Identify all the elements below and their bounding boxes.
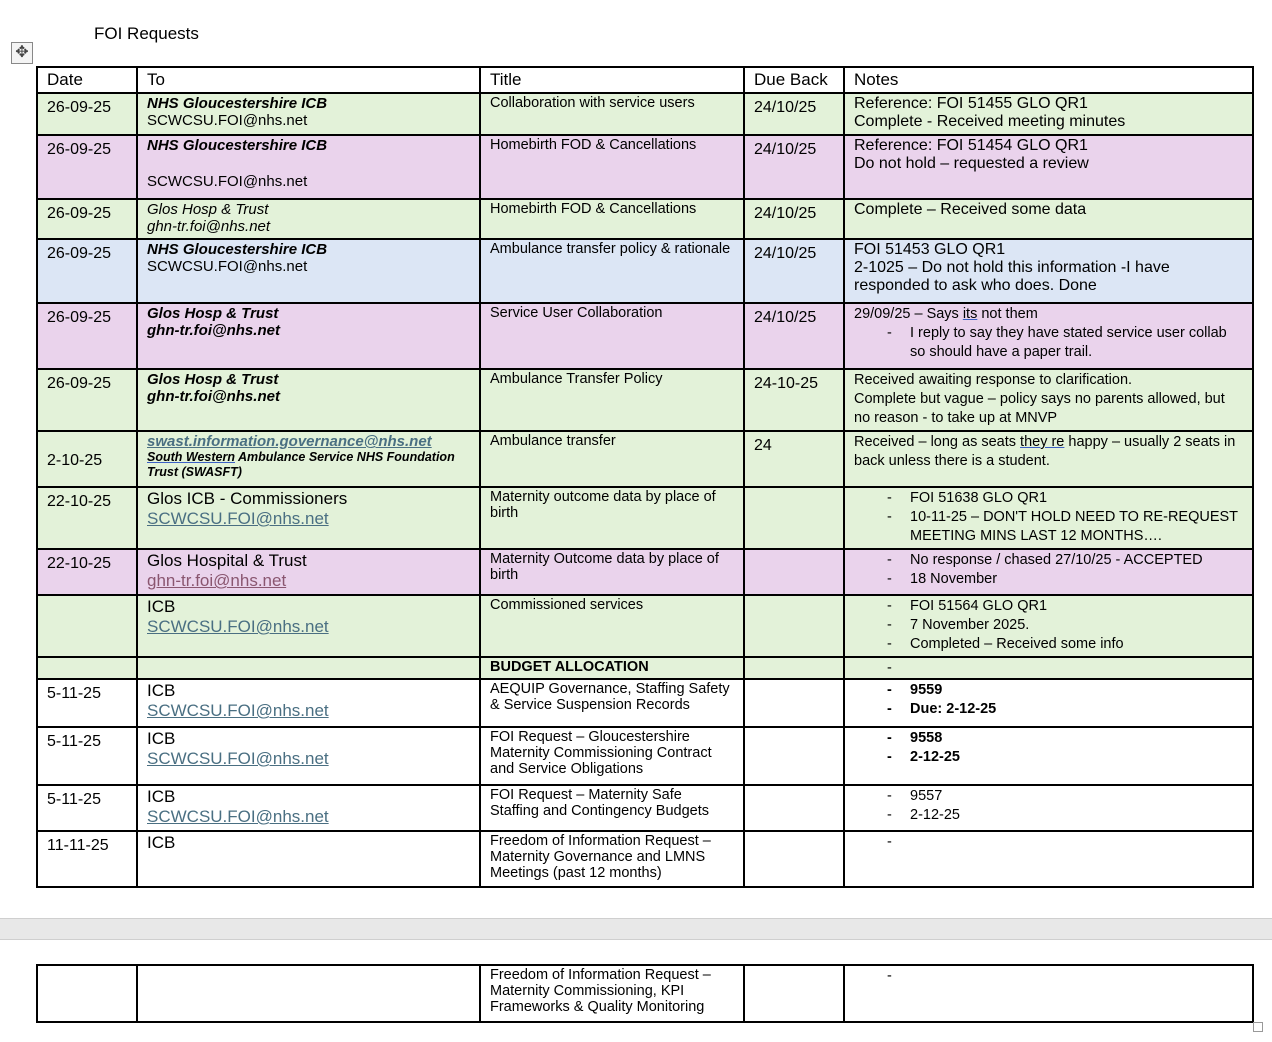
recipient-organisation: South Western Ambulance Service NHS Foundation Trust (SWASFT) (147, 450, 455, 479)
to-cell[interactable] (137, 369, 480, 431)
title-cell[interactable]: Homebirth FOD & Cancellations (480, 199, 744, 239)
table-row (37, 303, 1253, 369)
list-item: - 9558 (854, 729, 1243, 748)
date-cell[interactable]: 26-09-25 (37, 239, 137, 303)
title-cell[interactable]: Maternity outcome data by place of birth (480, 487, 744, 549)
note-line: Reference: FOI 51454 GLO QR1 (854, 137, 1088, 154)
date-cell[interactable]: 11-11-25 (37, 831, 137, 887)
due-back-cell[interactable]: 24/10/25 (744, 199, 844, 239)
recipient-email-link[interactable]: SCWCSU.FOI@nhs.net (147, 509, 329, 528)
recipient-email: ghn-tr.foi@nhs.net (147, 388, 280, 405)
recipient-email: SCWCSU.FOI@nhs.net (147, 112, 308, 129)
recipient-email-link[interactable]: SCWCSU.FOI@nhs.net (147, 617, 329, 636)
date-cell[interactable] (37, 965, 137, 1022)
recipient-name: Glos Hosp & Trust (147, 201, 269, 218)
table-row (37, 965, 1253, 1022)
to-cell[interactable] (137, 785, 480, 831)
to-cell[interactable] (137, 595, 480, 657)
due-back-cell[interactable]: 24/10/25 (744, 239, 844, 303)
recipient-name: Glos Hosp & Trust (147, 371, 279, 388)
list-item: - 9557 (854, 787, 1243, 806)
table-row (37, 727, 1253, 785)
note-line: Received awaiting response to clarification. (854, 372, 1133, 388)
recipient-email: ghn-tr.foi@nhs.net (147, 218, 271, 235)
note-line: Complete but vague – policy says no parents allowed, but no reason - to take up at MNVP (854, 391, 1225, 426)
due-back-cell[interactable]: 24/10/25 (744, 93, 844, 135)
due-back-cell[interactable] (744, 727, 844, 785)
notes-cell[interactable] (844, 93, 1253, 135)
notes-bullet-list (854, 787, 1243, 825)
title-cell[interactable]: Ambulance transfer policy & rationale (480, 239, 744, 303)
document-title: FOI Requests (94, 24, 199, 43)
due-back-cell[interactable]: 24/10/25 (744, 135, 844, 199)
date-cell[interactable]: 5-11-25 (37, 785, 137, 831)
notes-cell[interactable] (844, 657, 1253, 679)
title-cell[interactable]: Freedom of Information Request – Maternity Governance and LMNS Meetings (past 12 months) (480, 831, 744, 887)
due-back-cell[interactable] (744, 679, 844, 727)
note-line: FOI 51453 GLO QR1 (854, 241, 1006, 258)
header-notes: Notes (844, 67, 1253, 93)
table-move-handle-icon[interactable]: ✥ (11, 42, 33, 64)
due-back-cell[interactable] (744, 595, 844, 657)
due-back-cell[interactable] (744, 487, 844, 549)
list-item: - No response / chased 27/10/25 - ACCEPTED (854, 551, 1243, 570)
recipient-name: Glos Hosp & Trust (147, 305, 279, 322)
recipient-name: ICB (147, 597, 176, 616)
date-cell[interactable] (37, 657, 137, 679)
notes-cell[interactable] (844, 199, 1253, 239)
notes-bullet-list (854, 597, 1243, 654)
recipient-name: ICB (147, 833, 176, 852)
recipient-name: NHS Gloucestershire ICB (147, 137, 328, 154)
recipient-name: Glos ICB - Commissioners (147, 489, 348, 508)
to-cell[interactable] (137, 199, 480, 239)
notes-bullet-list (854, 729, 1243, 767)
due-back-cell[interactable] (744, 965, 844, 1022)
table-row (37, 595, 1253, 657)
notes-cell[interactable] (844, 595, 1253, 657)
table-row (37, 657, 1253, 679)
title-cell[interactable]: Service User Collaboration (480, 303, 744, 369)
table-row (37, 135, 1253, 199)
recipient-name: NHS Gloucestershire ICB (147, 95, 328, 112)
note-line: Received – long as seats they re happy – usually 2 seats in back unless there is a student. (854, 434, 1236, 469)
table-row (37, 487, 1253, 549)
note-line: Do not hold – requested a review (854, 155, 1089, 172)
recipient-name: Glos Hospital & Trust (147, 551, 307, 570)
notes-bullet-list (854, 551, 1243, 589)
notes-cell[interactable] (844, 831, 1253, 887)
recipient-email: ghn-tr.foi@nhs.net (147, 322, 280, 339)
date-cell[interactable]: 5-11-25 (37, 727, 137, 785)
recipient-name: ICB (147, 787, 176, 806)
header-date: Date (37, 67, 137, 93)
notes-cell[interactable] (844, 785, 1253, 831)
notes-cell[interactable] (844, 679, 1253, 727)
to-cell[interactable] (137, 135, 480, 199)
note-line: 2-1025 – Do not hold this information -I have responded to ask who does. Done (854, 259, 1170, 294)
notes-bullet-list (854, 489, 1243, 546)
list-item: - 10-11-25 – DON'T HOLD NEED TO RE-REQUEST MEETING MINS LAST 12 MONTHS…. (854, 508, 1243, 546)
list-item: - 2-12-25 (854, 748, 1243, 767)
table-row (37, 549, 1253, 595)
list-item: - FOI 51564 GLO QR1 (854, 597, 1243, 616)
date-cell[interactable]: 5-11-25 (37, 679, 137, 727)
table-row (37, 239, 1253, 303)
date-cell[interactable]: 26-09-25 (37, 303, 137, 369)
to-cell[interactable] (137, 93, 480, 135)
list-item: - Due: 2-12-25 (854, 700, 1243, 719)
title-cell[interactable]: Commissioned services (480, 595, 744, 657)
table-row (37, 431, 1253, 487)
to-cell[interactable] (137, 549, 480, 595)
notes-cell[interactable] (844, 239, 1253, 303)
notes-bullet-list (854, 681, 1243, 719)
date-cell[interactable] (37, 595, 137, 657)
note-line: Complete - Received meeting minutes (854, 113, 1126, 130)
table-resize-handle-icon[interactable] (1253, 1022, 1263, 1032)
title-cell[interactable]: Ambulance transfer (480, 431, 744, 487)
table-row (37, 93, 1253, 135)
due-back-cell[interactable] (744, 657, 844, 679)
notes-cell[interactable] (844, 965, 1253, 1022)
to-cell[interactable] (137, 303, 480, 369)
title-cell[interactable]: Freedom of Information Request – Maternity Commissioning, KPI Frameworks & Quality Monitoring (480, 965, 744, 1022)
list-item: - 9559 (854, 681, 1243, 700)
list-item: - 2-12-25 (854, 806, 1243, 825)
recipient-name: ICB (147, 681, 176, 700)
foi-requests-table (36, 66, 1254, 888)
list-item: - I reply to say they have stated service user collab so should have a paper trail. (854, 324, 1243, 362)
recipient-email: SCWCSU.FOI@nhs.net (147, 258, 308, 275)
recipient-name: ICB (147, 729, 176, 748)
title-cell[interactable]: Collaboration with service users (480, 93, 744, 135)
due-back-cell[interactable]: 24 (744, 431, 844, 487)
recipient-email-link[interactable]: SCWCSU.FOI@nhs.net (147, 749, 329, 768)
notes-bullet-list (854, 324, 1243, 362)
header-to: To (137, 67, 480, 93)
recipient-email-link[interactable]: ghn-tr.foi@nhs.net (147, 571, 287, 590)
due-back-cell[interactable] (744, 831, 844, 887)
date-cell[interactable]: 22-10-25 (37, 549, 137, 595)
title-cell[interactable]: FOI Request – Gloucestershire Maternity Commissioning Contract and Service Obligations (480, 727, 744, 785)
title-cell[interactable]: BUDGET ALLOCATION (480, 657, 744, 679)
notes-cell[interactable] (844, 549, 1253, 595)
title-cell[interactable]: Maternity Outcome data by place of birth (480, 549, 744, 595)
due-back-cell[interactable]: 24/10/25 (744, 303, 844, 369)
recipient-email-link[interactable]: SCWCSU.FOI@nhs.net (147, 807, 329, 826)
header-due-back: Due Back (744, 67, 844, 93)
notes-cell[interactable] (844, 135, 1253, 199)
list-item: - 7 November 2025. (854, 616, 1243, 635)
due-back-cell[interactable] (744, 549, 844, 595)
list-item: - Completed – Received some info (854, 635, 1243, 654)
notes-cell[interactable] (844, 369, 1253, 431)
notes-cell[interactable] (844, 431, 1253, 487)
notes-cell[interactable] (844, 303, 1253, 369)
to-cell[interactable] (137, 831, 480, 887)
header-row (37, 67, 1253, 93)
date-cell[interactable]: 26-09-25 (37, 369, 137, 431)
to-cell[interactable] (137, 657, 480, 679)
to-cell[interactable] (137, 965, 480, 1022)
notes-cell[interactable] (844, 487, 1253, 549)
recipient-name: NHS Gloucestershire ICB (147, 241, 328, 258)
table-row (37, 679, 1253, 727)
date-cell[interactable]: 2-10-25 (37, 431, 137, 487)
title-cell[interactable]: Homebirth FOD & Cancellations (480, 135, 744, 199)
to-cell[interactable] (137, 487, 480, 549)
table-row (37, 199, 1253, 239)
title-cell[interactable]: Ambulance Transfer Policy (480, 369, 744, 431)
to-cell[interactable] (137, 679, 480, 727)
notes-cell[interactable] (844, 727, 1253, 785)
to-cell[interactable] (137, 431, 480, 487)
recipient-email-link[interactable]: swast.information.governance@nhs.net (147, 433, 432, 450)
due-back-cell[interactable] (744, 785, 844, 831)
table-row (37, 785, 1253, 831)
to-cell[interactable] (137, 239, 480, 303)
recipient-email-link[interactable]: SCWCSU.FOI@nhs.net (147, 701, 329, 720)
recipient-email: SCWCSU.FOI@nhs.net (147, 173, 308, 190)
to-cell[interactable] (137, 727, 480, 785)
date-cell[interactable]: 26-09-25 (37, 135, 137, 199)
list-item: - FOI 51638 GLO QR1 (854, 489, 1243, 508)
note-line: 29/09/25 – Says its not them (854, 306, 1038, 322)
title-cell[interactable]: FOI Request – Maternity Safe Staffing and Contingency Budgets (480, 785, 744, 831)
due-back-cell[interactable]: 24-10-25 (744, 369, 844, 431)
date-cell[interactable]: 22-10-25 (37, 487, 137, 549)
foi-requests-table-continued (36, 964, 1254, 1023)
header-title: Title (480, 67, 744, 93)
table-row (37, 369, 1253, 431)
list-item: - 18 November (854, 570, 1243, 589)
note-line: Reference: FOI 51455 GLO QR1 (854, 95, 1088, 112)
table-row (37, 831, 1253, 887)
note-line: Complete – Received some data (854, 201, 1087, 218)
date-cell[interactable]: 26-09-25 (37, 93, 137, 135)
title-cell[interactable]: AEQUIP Governance, Staffing Safety & Service Suspension Records (480, 679, 744, 727)
page-break-gap (0, 918, 1272, 940)
date-cell[interactable]: 26-09-25 (37, 199, 137, 239)
